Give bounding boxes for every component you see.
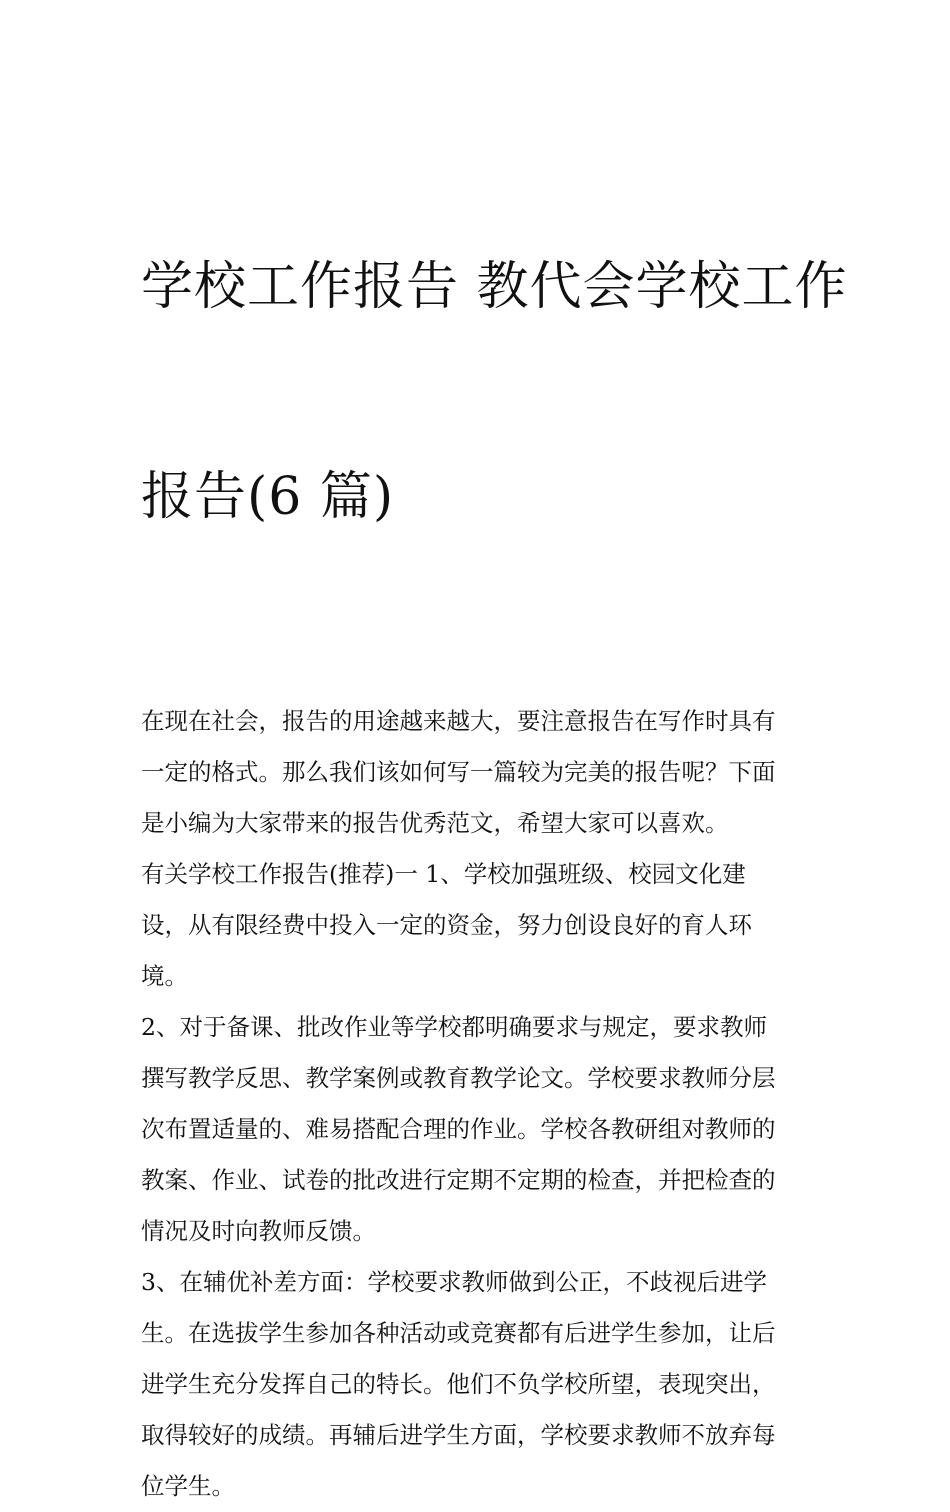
- text-line: 一定的格式。那么我们该如何写一篇较为完美的报告呢？下面: [141, 758, 776, 786]
- text-line: 进学生充分发挥自己的特长。他们不负学校所望，表现突出，: [141, 1370, 776, 1398]
- document-content: [141, 112, 848, 1512]
- text-line: 在现在社会，报告的用途越来越大，要注意报告在写作时具有: [141, 707, 776, 735]
- text-line: 设，从有限经费中投入一定的资金，努力创设良好的育人环: [141, 911, 752, 939]
- paragraph-intro: [141, 696, 813, 849]
- text-line: 情况及时向教师反馈。: [141, 1217, 376, 1245]
- text-line: 是小编为大家带来的报告优秀范文，希望大家可以喜欢。: [141, 809, 729, 837]
- text-line: 2、对于备课、批改作业等学校都明确要求与规定，要求教师: [141, 1013, 767, 1041]
- text-line: 有关学校工作报告(推荐)一 1、学校加强班级、校园文化建: [141, 860, 746, 888]
- title-line-1: 学校工作报告 教代会学校工作: [141, 257, 848, 317]
- title-line-2: 报告(6 篇): [141, 467, 395, 527]
- document-body: [141, 696, 813, 1512]
- paragraph-item-3: [141, 1257, 813, 1512]
- text-line: 次布置适量的、难易搭配合理的作业。学校各教研组对教师的: [141, 1115, 776, 1143]
- paragraph-report-1: [141, 849, 813, 1002]
- paragraph-item-2: [141, 1002, 813, 1257]
- document-title: [141, 112, 848, 672]
- text-line: 撰写教学反思、教学案例或教育教学论文。学校要求教师分层: [141, 1064, 776, 1092]
- text-line: 生。在选拔学生参加各种活动或竞赛都有后进学生参加，让后: [141, 1319, 776, 1347]
- text-line: 3、在辅优补差方面：学校要求教师做到公正，不歧视后进学: [141, 1268, 767, 1296]
- text-line: 教案、作业、试卷的批改进行定期不定期的检查，并把检查的: [141, 1166, 776, 1194]
- text-line: 位学生。: [141, 1472, 235, 1500]
- text-line: 取得较好的成绩。再辅后进学生方面，学校要求教师不放弃每: [141, 1421, 776, 1449]
- text-line: 境。: [141, 962, 188, 990]
